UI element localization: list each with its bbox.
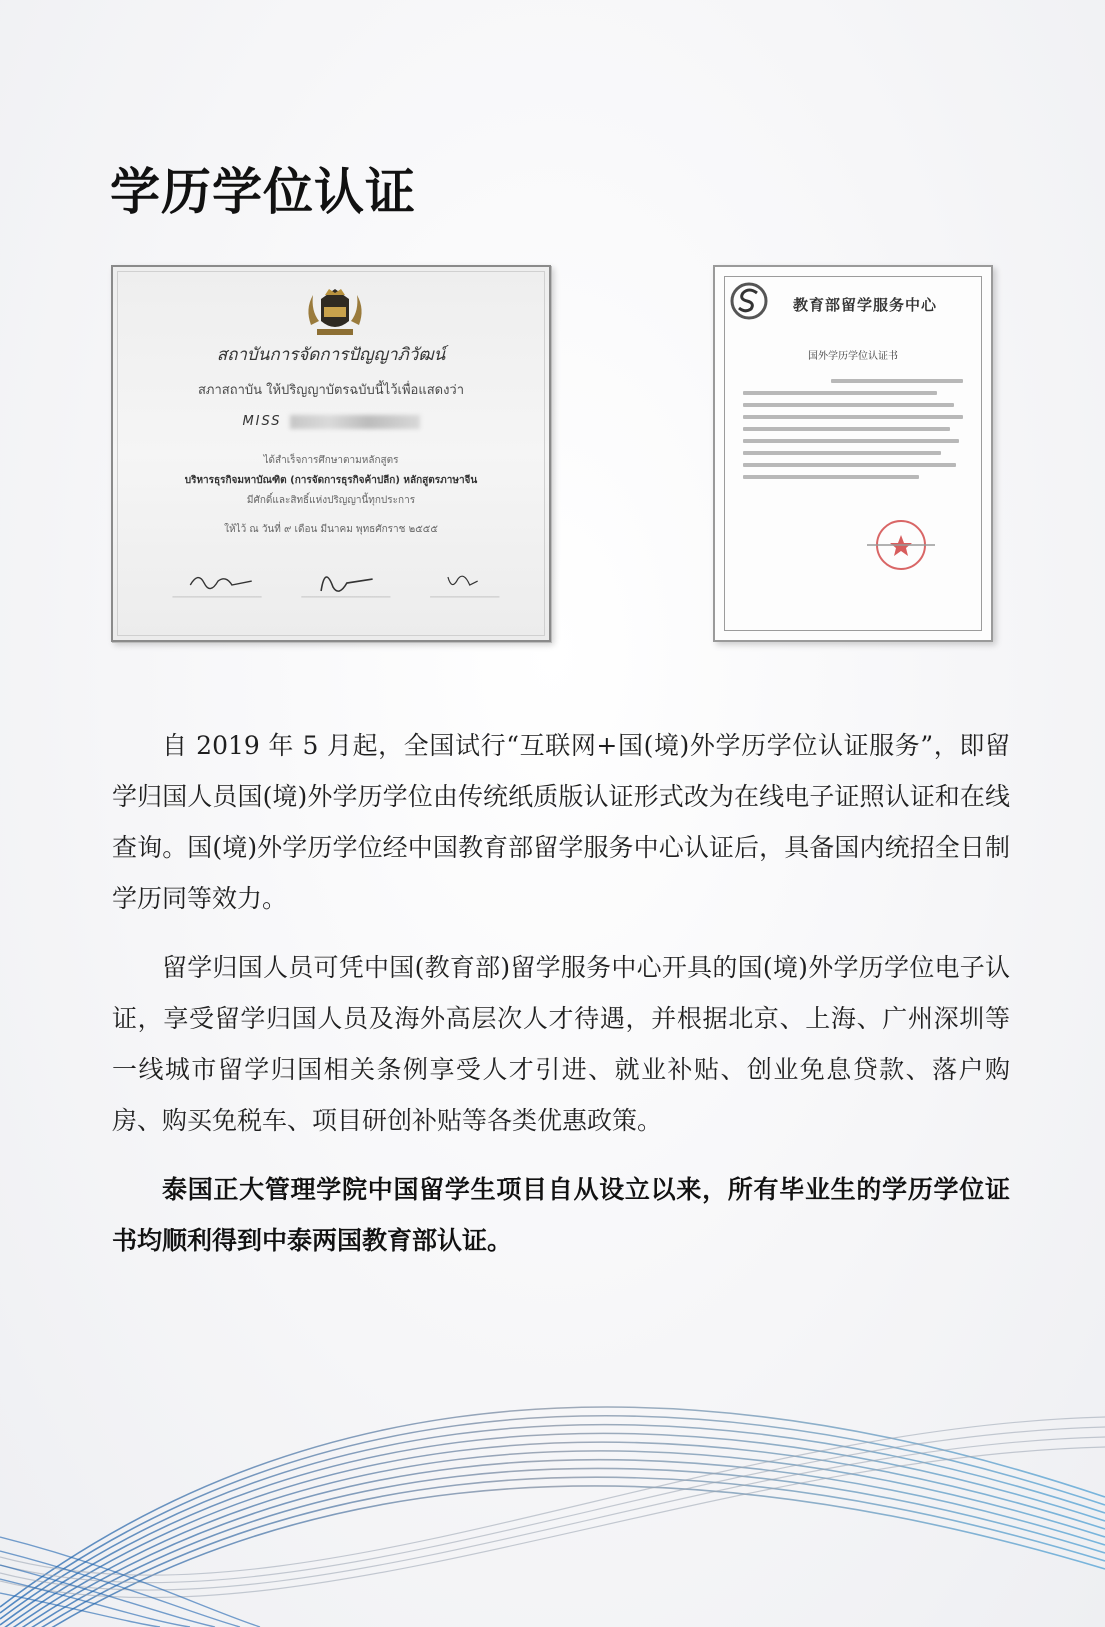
red-seal-stamp <box>865 517 935 575</box>
cn-authentication-certificate <box>713 265 993 642</box>
certificate-body-text <box>743 379 963 487</box>
certificate-line-1: ได้สำเร็จการศึกษาตามหลักสูตร <box>263 455 399 466</box>
redacted-name <box>290 415 420 429</box>
issuer-header: 教育部留学服务中心 <box>793 296 938 314</box>
cscse-logo-icon <box>729 281 769 321</box>
institution-name: สถาบันการจัดการปัญญาภิวัฒน์ <box>216 345 446 365</box>
recipient-prefix: MISS <box>242 414 282 429</box>
certificate-date: ให้ไว้ ณ วันที่ ๙ เดือน มีนาคม พุทธศักราช ๒๕๕๕ <box>224 524 438 535</box>
page-title: 学历学位认证 <box>110 163 416 221</box>
thai-degree-certificate <box>111 265 551 642</box>
signatures <box>113 557 549 617</box>
certificate-degree-line: บริหารธุรกิจมหาบัณฑิต (การจัดการธุรกิจค้าปลีก) หลักสูตรภาษาจีน <box>184 475 478 486</box>
recipient-line <box>113 414 549 429</box>
certificate-line-3: มีศักดิ์และสิทธิ์แห่งปริญญานี้ทุกประการ <box>246 495 416 506</box>
confers-line: สภาสถาบัน ให้ปริญญาบัตรฉบับนี้ไว้เพื่อแสดงว่า <box>197 383 465 398</box>
decorative-wave-lines <box>0 1307 1105 1627</box>
certificate-footer <box>729 623 731 630</box>
paragraph-returnee-benefits: 留学归国人员可凭中国(教育部)留学服务中心开具的国(境)外学历学位电子认证，享受留学归国人员及海外高层次人才待遇，并根据北京、上海、广州深圳等一线城市留学归国相关条例享受人才引进、就业补贴、创业免息贷款、落户购房、购买免税车、项目研创补贴等各类优惠政策。 <box>112 953 1010 1135</box>
paragraph-program-statement: 泰国正大管理学院中国留学生项目自从设立以来，所有毕业生的学历学位证书均顺利得到中泰两国教育部认证。 <box>112 1175 1010 1255</box>
pim-crest-logo <box>303 285 367 343</box>
certificate-title: 国外学历学位认证书 <box>808 351 898 362</box>
paragraph-online-certification: 自 2019 年 5 月起，全国试行“互联网+国(境)外学历学位认证服务”，即留学归国人员国(境)外学历学位由传统纸质版认证形式改为在线电子证照认证和在线查询。国(境)外学历学位经中国教育部留学服务中心认证后，具备国内统招全日制学历同等效力。 <box>112 731 1010 913</box>
